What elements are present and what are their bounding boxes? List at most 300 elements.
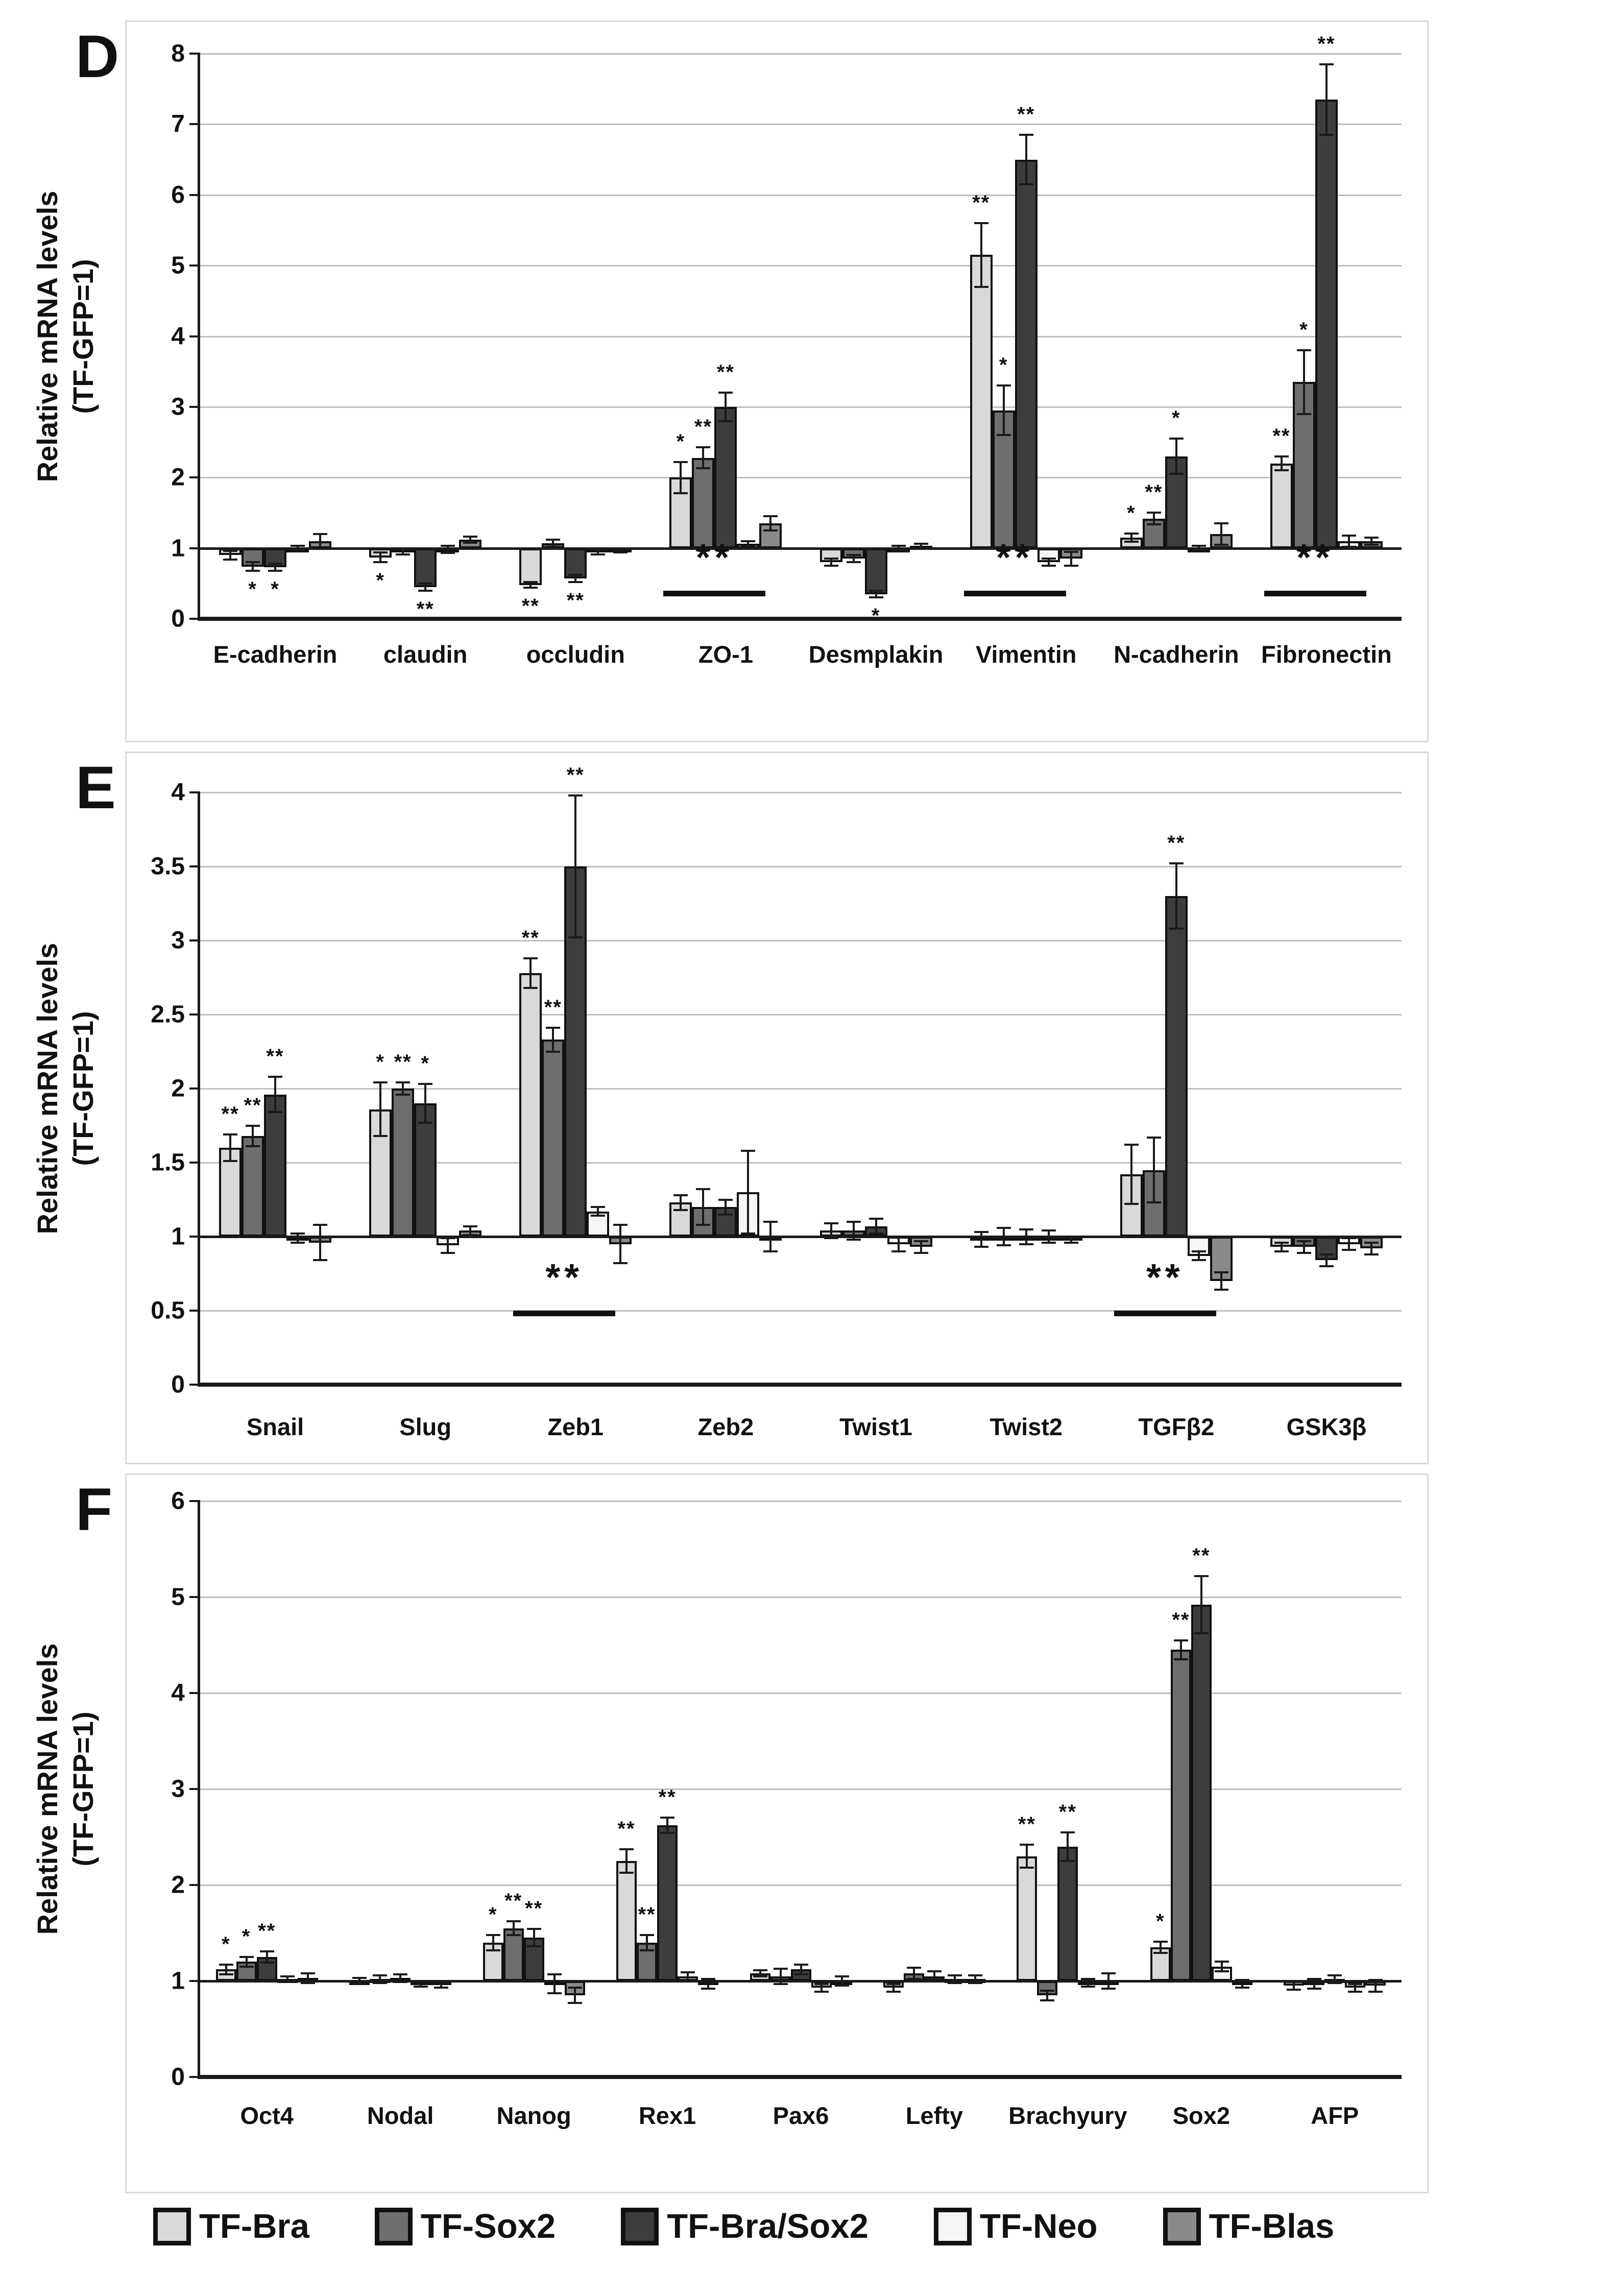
error-bar-cap — [414, 1986, 428, 1988]
y-tick-mark — [189, 406, 198, 408]
gridline — [200, 1014, 1402, 1016]
error-bar-cap — [486, 1934, 500, 1936]
error-bar-cap — [1020, 1844, 1034, 1846]
y-tick-label: 3 — [171, 1775, 185, 1803]
x-category-label: Rex1 — [638, 2102, 696, 2129]
gridline — [200, 1884, 1402, 1886]
error-bar-cap — [1319, 1253, 1334, 1255]
y-tick-label: 0 — [171, 1371, 185, 1398]
error-bar-cap — [619, 1848, 634, 1850]
error-bar-cap — [568, 574, 583, 576]
error-bar-cap — [1147, 1137, 1161, 1139]
significance-mark: ** — [1272, 424, 1291, 447]
error-bar-cap — [1169, 438, 1184, 440]
error-bar-cap — [1368, 1991, 1383, 1993]
error-bar-cap — [1064, 1242, 1078, 1244]
error-bar-cap — [1124, 533, 1139, 535]
significance-mark: * — [221, 1933, 231, 1956]
error-bar-cap — [907, 1967, 921, 1969]
error-bar-cap — [1274, 1242, 1289, 1244]
error-bar-cap — [313, 1224, 327, 1226]
error-bar-cap — [718, 1199, 733, 1201]
significance-mark: ** — [525, 1897, 543, 1920]
significance-mark: ** — [566, 763, 585, 786]
error-bar-cap — [418, 1083, 432, 1085]
significance-mark: ** — [716, 361, 735, 384]
error-bar-cap — [1019, 183, 1033, 185]
bar-TF-Sox2 — [242, 1136, 264, 1237]
error-bar-cap — [1319, 63, 1334, 65]
group-significance-underline — [964, 591, 1066, 596]
panel-label-F: F — [76, 1476, 113, 1543]
error-bar-cap — [1124, 541, 1139, 543]
legend-label: TF-Bra/Sox2 — [667, 2207, 869, 2245]
significance-mark: * — [1172, 407, 1181, 430]
significance-mark: ** — [1145, 481, 1163, 504]
error-bar-cap — [835, 1985, 849, 1987]
y-axis-line — [198, 791, 200, 1387]
significance-mark: ** — [1058, 1800, 1077, 1823]
error-bar-cap — [568, 2002, 582, 2004]
error-bar-cap — [1215, 1961, 1229, 1963]
y-tick-mark — [189, 939, 198, 941]
error-bar-cap — [239, 1956, 254, 1958]
error-bar-cap — [260, 1962, 274, 1964]
y-tick-label: 1 — [171, 1967, 185, 1995]
y-axis-title — [30, 1559, 101, 2019]
error-bar — [666, 1818, 668, 1833]
significance-mark: ** — [1018, 1813, 1036, 1836]
y-tick-mark — [189, 2076, 198, 2078]
error-bar-cap — [568, 1987, 582, 1989]
error-bar-cap — [673, 1209, 688, 1211]
bar-TF-Sox2 — [692, 458, 714, 548]
error-bar-cap — [1235, 1987, 1249, 1989]
error-bar-cap — [619, 1872, 634, 1874]
error-bar-cap — [763, 529, 778, 531]
x-category-label: Oct4 — [240, 2102, 294, 2129]
y-tick-mark — [189, 264, 198, 267]
error-bar-cap — [718, 392, 733, 394]
error-bar-cap — [673, 1194, 688, 1196]
error-bar-cap — [886, 1991, 901, 1993]
y-tick-mark — [189, 1884, 198, 1886]
error-bar — [1153, 1138, 1155, 1203]
error-bar-cap — [1124, 1144, 1139, 1146]
error-bar-cap — [997, 434, 1011, 436]
bar-TF-Sox2 — [503, 1928, 524, 1981]
y-tick-label: 4 — [171, 779, 185, 806]
baseline-axis — [200, 1236, 1402, 1238]
error-bar-cap — [869, 596, 883, 598]
x-category-label: TGFβ2 — [1138, 1413, 1215, 1440]
error-bar — [1370, 1243, 1372, 1254]
plot-area-E — [151, 763, 1402, 1440]
error-bar-cap — [974, 286, 988, 288]
significance-mark: * — [271, 577, 280, 600]
error-bar-cap — [1297, 1252, 1311, 1254]
y-tick-label: 6 — [171, 181, 185, 209]
significance-mark: * — [242, 1925, 251, 1948]
error-bar-cap — [1297, 1240, 1311, 1242]
gridline — [200, 940, 1402, 941]
error-bar — [913, 1968, 915, 1979]
x-category-label: Fibronectin — [1261, 641, 1392, 668]
error-bar-cap — [1060, 1831, 1075, 1833]
error-bar-cap — [373, 1974, 387, 1976]
error-bar — [875, 1219, 877, 1234]
error-bar-cap — [463, 542, 477, 544]
y-tick-label: 5 — [171, 252, 185, 279]
error-bar-cap — [1042, 1242, 1056, 1244]
x-category-label: GSK3β — [1286, 1413, 1367, 1440]
x-category-label: Desmplakin — [808, 641, 944, 668]
bar-TF-Bra/Sox2 — [1165, 896, 1188, 1237]
significance-mark: ** — [244, 1094, 262, 1117]
error-bar-cap — [814, 1991, 829, 1993]
error-bar — [769, 516, 771, 530]
error-bar — [980, 1232, 982, 1247]
error-bar-cap — [352, 1983, 367, 1985]
y-tick-mark — [189, 1384, 198, 1386]
group-significance-underline — [1114, 1311, 1216, 1316]
group-significance-underline — [513, 1311, 615, 1316]
y-tick-mark — [189, 335, 198, 337]
y-tick-label: 4 — [171, 1679, 185, 1707]
y-tick-mark — [189, 1236, 198, 1238]
y-tick-mark — [189, 53, 198, 55]
error-bar-cap — [1194, 1632, 1209, 1634]
significance-mark: ** — [1172, 1608, 1190, 1631]
error-bar-cap — [547, 1973, 562, 1975]
significance-mark: ** — [266, 1045, 284, 1068]
error-bar — [252, 1126, 254, 1147]
plot-area-D — [171, 32, 1402, 668]
significance-mark: ** — [504, 1890, 523, 1913]
error-bar-cap — [1040, 1999, 1054, 2001]
error-bar-cap — [886, 1983, 901, 1985]
error-bar-cap — [223, 1160, 237, 1162]
y-tick-label: 1 — [171, 535, 185, 562]
y-axis-title — [30, 859, 101, 1318]
x-category-label: Lefty — [905, 2102, 963, 2129]
gridline — [200, 406, 1402, 408]
error-bar-cap — [527, 1945, 541, 1947]
error-bar-cap — [753, 1975, 767, 1977]
error-bar-cap — [280, 1975, 295, 1977]
error-bar-cap — [673, 461, 688, 463]
significance-mark: ** — [1192, 1544, 1211, 1567]
legend-item-TF-Bra/Sox2 — [621, 2207, 869, 2246]
gridline — [200, 1597, 1402, 1598]
error-bar-cap — [763, 1221, 778, 1223]
significance-mark: ** — [694, 415, 712, 438]
error-bar — [680, 1195, 682, 1210]
error-bar-cap — [418, 1122, 432, 1124]
error-bar-cap — [223, 1133, 237, 1135]
y-axis-title — [30, 107, 101, 566]
error-bar-cap — [1348, 1983, 1362, 1985]
error-bar-cap — [1274, 455, 1289, 457]
error-bar — [1130, 1145, 1132, 1204]
error-bar — [1325, 64, 1328, 135]
error-bar-cap — [1274, 469, 1289, 471]
error-bar-cap — [914, 543, 928, 545]
y-tick-label: 3 — [171, 927, 185, 954]
error-bar-cap — [223, 550, 237, 552]
gridline — [200, 477, 1402, 478]
error-bar-cap — [1274, 1250, 1289, 1252]
error-bar-cap — [763, 515, 778, 517]
bar-TF-Sox2 — [392, 1089, 414, 1237]
error-bar-cap — [441, 552, 455, 554]
bar-TF-Bra/Sox2 — [865, 548, 887, 594]
y-tick-mark — [189, 194, 198, 196]
legend-label: TF-Sox2 — [420, 2207, 556, 2245]
y-axis-line — [198, 53, 200, 621]
error-bar-cap — [246, 561, 260, 563]
error-bar — [424, 1084, 426, 1122]
y-tick-label: 3.5 — [151, 853, 185, 880]
error-bar — [1160, 1942, 1162, 1953]
error-bar-cap — [418, 583, 432, 585]
error-bar-cap — [268, 563, 282, 565]
error-bar-cap — [246, 570, 260, 572]
error-bar-cap — [1364, 1242, 1379, 1244]
legend-item-TF-Neo — [934, 2207, 1098, 2246]
error-bar-cap — [1020, 1867, 1034, 1869]
error-bar — [574, 1988, 576, 2003]
error-bar — [747, 1151, 749, 1234]
error-bar-cap — [1287, 1989, 1301, 1991]
error-bar-cap — [373, 1081, 388, 1083]
error-bar-cap — [835, 1975, 849, 1977]
error-bar-cap — [301, 1972, 315, 1974]
error-bar-cap — [847, 561, 861, 563]
error-bar-cap — [914, 1252, 928, 1254]
error-bar-cap — [1297, 349, 1311, 351]
group-significance-mark: ** — [695, 536, 734, 578]
error-bar-cap — [373, 551, 388, 553]
error-bar-cap — [1124, 1203, 1139, 1205]
y-tick-label: 1 — [171, 1223, 185, 1250]
error-bar-cap — [847, 1239, 861, 1241]
x-category-label: claudin — [383, 641, 468, 668]
error-bar-cap — [1153, 1941, 1168, 1943]
x-category-label: Nodal — [367, 2102, 434, 2129]
error-bar-cap — [869, 590, 883, 592]
significance-mark: * — [1299, 319, 1309, 342]
error-bar-cap — [696, 1224, 710, 1226]
x-category-label: Nanog — [496, 2102, 571, 2129]
error-bar-cap — [1019, 1243, 1033, 1245]
error-bar-cap — [763, 1250, 778, 1252]
error-bar-cap — [373, 1135, 388, 1137]
significance-mark: * — [676, 430, 686, 453]
gridline — [200, 53, 1402, 55]
error-bar-cap — [696, 1188, 710, 1190]
error-bar-cap — [1214, 544, 1228, 546]
x-category-label: AFP — [1311, 2102, 1359, 2129]
error-bar-cap — [506, 1934, 521, 1936]
legend-swatch-icon — [621, 2208, 659, 2245]
error-bar-cap — [814, 1983, 829, 1985]
legend-swatch-icon — [1163, 2208, 1201, 2245]
significance-mark: * — [248, 577, 257, 600]
error-bar-cap — [914, 1240, 928, 1242]
error-bar-cap — [1174, 1658, 1188, 1660]
significance-mark: ** — [1317, 32, 1336, 55]
error-bar-cap — [660, 1832, 674, 1834]
error-bar — [702, 1189, 704, 1225]
error-bar-cap — [313, 533, 327, 535]
error-bar-cap — [373, 561, 388, 563]
y-axis-title-line1: Relative mRNA levels — [31, 942, 63, 1235]
significance-mark: ** — [617, 1818, 636, 1841]
y-tick-label: 7 — [171, 110, 185, 138]
y-axis-line — [198, 1500, 200, 2079]
error-bar-cap — [1319, 1265, 1334, 1267]
error-bar-cap — [441, 1252, 455, 1254]
error-bar-cap — [568, 581, 583, 583]
error-bar-cap — [974, 222, 988, 224]
error-bar — [447, 1238, 449, 1253]
error-bar — [319, 1225, 321, 1261]
error-bar-cap — [260, 1950, 274, 1952]
group-significance-underline — [1264, 591, 1366, 596]
x-category-label: E-cadherin — [213, 641, 337, 668]
x-category-label: Twist2 — [990, 1413, 1063, 1440]
x-axis-line — [200, 1383, 1402, 1387]
y-axis-title-line2: (TF-GFP=1) — [67, 1711, 99, 1867]
error-bar-cap — [352, 1977, 367, 1979]
error-bar-cap — [546, 539, 560, 541]
error-bar — [229, 1134, 231, 1161]
error-bar-cap — [869, 1218, 883, 1220]
error-bar-cap — [1060, 1860, 1075, 1862]
error-bar — [402, 1082, 404, 1094]
y-tick-mark — [189, 1500, 198, 1502]
significance-mark: ** — [416, 597, 435, 620]
error-bar — [920, 1241, 922, 1253]
x-category-label: Zeb2 — [697, 1413, 754, 1440]
error-bar — [1325, 1254, 1328, 1266]
y-tick-label: 0 — [171, 2063, 185, 2091]
y-axis-title-line2: (TF-GFP=1) — [67, 258, 99, 414]
y-tick-label: 4 — [171, 323, 185, 350]
error-bar — [1026, 1845, 1028, 1868]
error-bar-cap — [1042, 1229, 1056, 1231]
error-bar-cap — [794, 1964, 808, 1966]
significance-mark: ** — [658, 1786, 677, 1809]
error-bar — [529, 958, 532, 988]
error-bar-cap — [753, 1969, 767, 1971]
error-bar — [1303, 1241, 1305, 1253]
error-bar — [1175, 863, 1177, 929]
error-bar-cap — [223, 559, 237, 561]
error-bar-cap — [1101, 1972, 1116, 1974]
baseline-axis — [200, 547, 1402, 550]
legend-item-TF-Sox2 — [375, 2207, 556, 2246]
gridline — [200, 124, 1402, 125]
error-bar-cap — [568, 936, 583, 938]
bar-TF-Bra — [1017, 1856, 1037, 1981]
error-bar-cap — [463, 536, 477, 538]
error-bar — [680, 462, 682, 493]
legend-label: TF-Blas — [1209, 2207, 1335, 2245]
x-category-label: N-cadherin — [1114, 641, 1239, 668]
significance-mark: * — [376, 569, 385, 592]
y-tick-mark — [189, 476, 198, 478]
y-tick-label: 1.5 — [151, 1149, 185, 1176]
gridline — [200, 1501, 1402, 1502]
error-bar — [266, 1951, 268, 1963]
baseline-axis — [200, 1980, 1402, 1983]
error-bar-cap — [463, 1225, 477, 1227]
error-bar — [1067, 1832, 1069, 1861]
error-bar-cap — [1214, 522, 1228, 524]
error-bar-cap — [591, 1215, 605, 1217]
error-bar-cap — [1040, 1990, 1054, 1992]
error-bar — [533, 1929, 535, 1946]
group-significance-underline — [663, 591, 765, 596]
error-bar — [492, 1935, 494, 1950]
plot-area-F — [171, 1487, 1402, 2129]
significance-mark: * — [871, 605, 881, 627]
y-tick-label: 0 — [171, 605, 185, 633]
error-bar — [379, 1082, 381, 1135]
legend-swatch-icon — [934, 2208, 972, 2245]
error-bar-cap — [568, 794, 583, 796]
y-tick-label: 5 — [171, 1583, 185, 1611]
significance-mark: * — [488, 1903, 498, 1926]
error-bar-cap — [681, 1971, 695, 1973]
error-bar-cap — [523, 587, 538, 589]
y-tick-label: 2.5 — [151, 1001, 185, 1028]
error-bar-cap — [974, 1231, 988, 1233]
error-bar-cap — [948, 1974, 962, 1976]
error-bar-cap — [741, 1150, 755, 1152]
error-bar-cap — [1019, 134, 1033, 136]
error-bar-cap — [774, 1968, 788, 1970]
error-bar-cap — [718, 1214, 733, 1216]
error-bar-cap — [268, 570, 282, 572]
y-tick-mark — [189, 1596, 198, 1598]
bar-TF-Bra — [970, 255, 993, 548]
legend-swatch-icon — [375, 2208, 413, 2245]
error-bar-cap — [486, 1949, 500, 1951]
error-bar-cap — [701, 1988, 715, 1990]
y-tick-mark — [189, 1162, 198, 1164]
error-bar-cap — [1192, 1250, 1206, 1252]
y-tick-label: 2 — [171, 1871, 185, 1899]
error-bar-cap — [591, 1206, 605, 1208]
y-tick-label: 8 — [171, 40, 185, 67]
y-tick-mark — [189, 1980, 198, 1982]
y-axis-title-line1: Relative mRNA levels — [31, 1643, 63, 1935]
error-bar-cap — [1215, 1970, 1229, 1972]
error-bar-cap — [291, 1242, 305, 1244]
error-bar-cap — [1019, 1228, 1033, 1230]
error-bar — [553, 1974, 556, 1994]
x-category-label: Sox2 — [1172, 2102, 1230, 2129]
error-bar-cap — [434, 1987, 448, 1989]
x-category-label: Zeb1 — [547, 1413, 604, 1440]
significance-mark: ** — [521, 595, 540, 618]
error-bar — [1025, 135, 1027, 184]
x-category-label: Pax6 — [773, 2102, 829, 2129]
error-bar-cap — [847, 554, 861, 556]
